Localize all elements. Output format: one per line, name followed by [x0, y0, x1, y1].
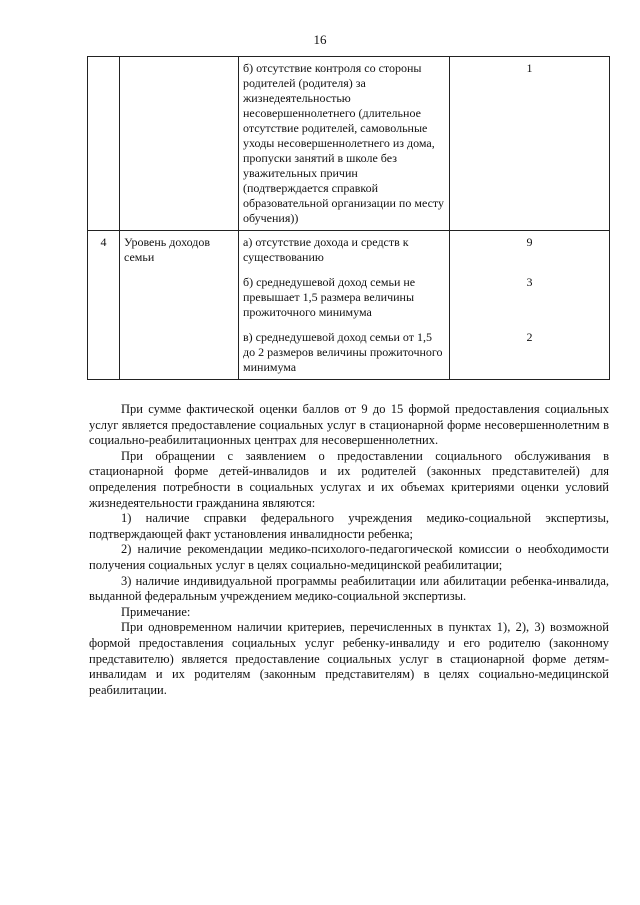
- condition-item: в) среднедушевой доход семьи от 1,5 до 2 размеров величины прожиточного минимума: [243, 330, 443, 374]
- note-heading: Примечание:: [121, 604, 191, 619]
- page-number: 16: [313, 32, 327, 47]
- score-cell: 1: [450, 57, 610, 231]
- criterion-cell: Уровень доходов семьи: [120, 231, 239, 380]
- score-cell: [450, 231, 610, 380]
- paragraph: При одновременном наличии критериев, перечисленных в пунктах 1), 2), 3) возможной формой предоставления социальных услуг ребенку-инвалиду и его родителю (законному представителю) является предоставление социальных услуг в стационарной форме детям-инвалидам и их родителям (законным представителям) в целях социально-медицинской реабилитации.: [89, 620, 609, 697]
- paragraph: При обращении с заявлением о предоставлении социального обслуживания в стационарной форме детей-инвалидов и их родителей (законных представителей) для определения потребности в социальных услугах и их объемах критериями оценки условий жизнедеятельности гражданина являются:: [89, 448, 609, 510]
- condition-cell: б) отсутствие контроля со стороны родителей (родителя) за жизнедеятельностью несовершеннолетнего (длительное отсутствие родителей, самовольные уходы несовершеннолетнего из дома, пропуски занятий в школе без уважительных причин (подтверждается справкой образовательной организации по месту обучения)): [239, 57, 450, 231]
- table-row: [88, 231, 610, 380]
- row-number-cell: 4: [88, 231, 120, 380]
- score-value: 3: [526, 275, 533, 289]
- body-text: [89, 402, 609, 698]
- score-value: 2: [526, 330, 533, 344]
- paragraph: 2) наличие рекомендации медико-психолого-педагогической комиссии о необходимости получения социальных услуг в целях социально-медицинской реабилитации;: [89, 542, 609, 572]
- table-row: [88, 57, 610, 231]
- condition-cell: [239, 231, 450, 380]
- score-value: 9: [526, 235, 533, 249]
- row-number-cell: [88, 57, 120, 231]
- paragraph: При сумме фактической оценки баллов от 9 до 15 формой предоставления социальных услуг является предоставление социальных услуг в стационарной форме несовершеннолетним в социально-реабилитационных центрах для несовершеннолетних.: [89, 402, 609, 448]
- condition-item: а) отсутствие дохода и средств к существованию: [243, 235, 409, 264]
- criteria-table: [87, 56, 610, 380]
- condition-item: б) среднедушевой доход семьи не превышает 1,5 размера величины прожиточного минимума: [243, 275, 416, 319]
- paragraph: 1) наличие справки федерального учреждения медико-социальной экспертизы, подтверждающей факт установления инвалидности ребенка;: [89, 511, 609, 541]
- paragraph: 3) наличие индивидуальной программы реабилитации или абилитации ребенка-инвалида, выданной федеральным учреждением медико-социальной экспертизы.: [89, 573, 609, 604]
- criterion-cell: [120, 57, 239, 231]
